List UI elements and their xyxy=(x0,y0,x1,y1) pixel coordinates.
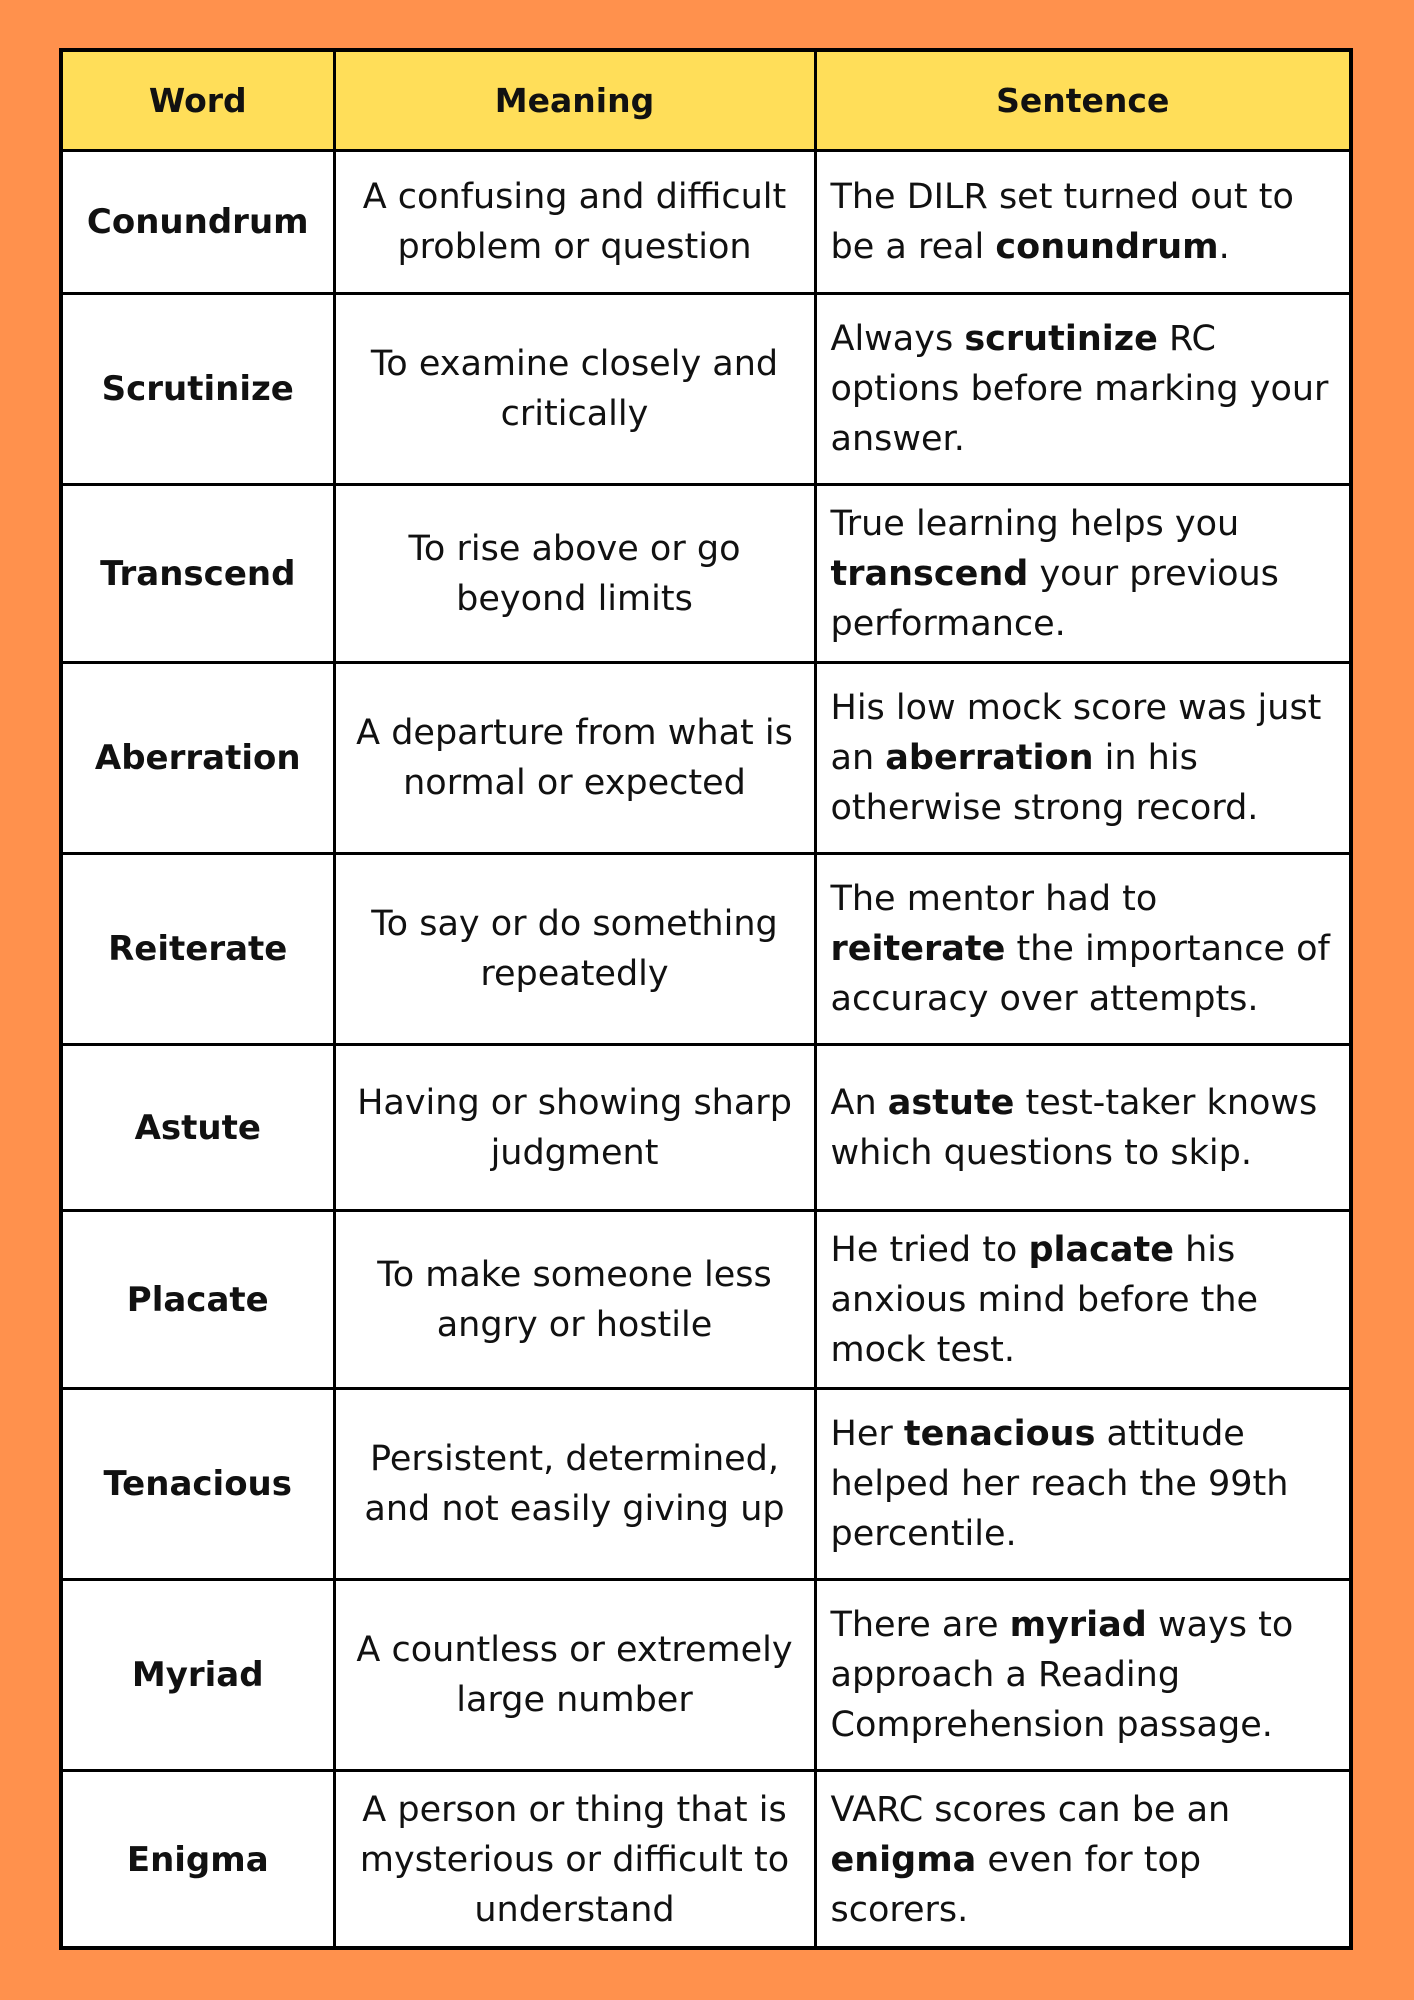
sentence-text: True learning helps you xyxy=(830,503,1240,544)
table-header-row xyxy=(63,52,1349,151)
vocabulary-table-frame xyxy=(59,48,1353,1950)
word-cell: Aberration xyxy=(63,663,334,854)
sentence-keyword: reiterate xyxy=(830,929,1006,969)
word-cell: Scrutinize xyxy=(63,294,334,485)
word-cell: Conundrum xyxy=(63,151,334,294)
sentence-cell xyxy=(815,485,1349,663)
sentence-text: He tried to xyxy=(830,1229,1029,1270)
sentence-text: VARC scores can be an xyxy=(830,1790,1231,1831)
sentence-text: in his otherwise strong record. xyxy=(830,738,1259,828)
table-row xyxy=(63,1045,1349,1211)
sentence-text: The DILR set turned out to be a real xyxy=(830,177,1294,267)
sentence-keyword: myriad xyxy=(1009,1605,1147,1645)
sentence-keyword: astute xyxy=(887,1082,1015,1123)
sentence-text: ways to approach a Reading Comprehension passage. xyxy=(830,1605,1294,1745)
sentence-text: even for top scorers. xyxy=(830,1840,1202,1931)
meaning-cell: Having or showing sharp judgment xyxy=(334,1045,815,1211)
sentence-keyword: tenacious xyxy=(903,1414,1096,1454)
sentence-cell xyxy=(815,663,1349,854)
word-cell: Tenacious xyxy=(63,1389,334,1580)
sentence-cell xyxy=(815,1389,1349,1580)
word-cell: Placate xyxy=(63,1211,334,1389)
sentence-text: attitude helped her reach the 99th percentile. xyxy=(830,1414,1289,1554)
sentence-cell xyxy=(815,1211,1349,1389)
table-row xyxy=(63,1771,1349,1949)
word-cell: Transcend xyxy=(63,485,334,663)
sentence-text: test-taker knows which questions to skip. xyxy=(830,1082,1318,1173)
meaning-cell: Persistent, determined, and not easily giving up xyxy=(334,1389,815,1580)
word-cell: Reiterate xyxy=(63,854,334,1045)
table-row xyxy=(63,1580,1349,1771)
sentence-keyword: transcend xyxy=(830,553,1029,594)
sentence-cell xyxy=(815,854,1349,1045)
header-meaning: Meaning xyxy=(334,52,815,151)
meaning-cell: A confusing and difficult problem or question xyxy=(334,151,815,294)
sentence-text: the importance of accuracy over attempts. xyxy=(830,929,1330,1019)
table-row xyxy=(63,1211,1349,1389)
word-cell: Enigma xyxy=(63,1771,334,1949)
sentence-cell xyxy=(815,1771,1349,1949)
header-word: Word xyxy=(63,52,334,151)
table-row xyxy=(63,663,1349,854)
table-row xyxy=(63,485,1349,663)
word-cell: Myriad xyxy=(63,1580,334,1771)
meaning-cell: To rise above or go beyond limits xyxy=(334,485,815,663)
table-row xyxy=(63,854,1349,1045)
sentence-text: An xyxy=(830,1082,888,1123)
sentence-text: There are xyxy=(830,1605,1010,1645)
sentence-keyword: aberration xyxy=(885,738,1094,778)
sentence-keyword: conundrum xyxy=(995,227,1219,267)
meaning-cell: A countless or extremely large number xyxy=(334,1580,815,1771)
sentence-text: his anxious mind before the mock test. xyxy=(830,1229,1259,1370)
vocabulary-table xyxy=(63,52,1349,1949)
sentence-cell xyxy=(815,1045,1349,1211)
sentence-cell xyxy=(815,294,1349,485)
sentence-text: Always xyxy=(830,319,965,359)
meaning-cell: A departure from what is normal or expected xyxy=(334,663,815,854)
sentence-keyword: placate xyxy=(1028,1229,1174,1270)
sentence-cell xyxy=(815,1580,1349,1771)
header-sentence: Sentence xyxy=(815,52,1349,151)
table-row xyxy=(63,151,1349,294)
table-row xyxy=(63,294,1349,485)
meaning-cell: A person or thing that is mysterious or difficult to understand xyxy=(334,1771,815,1949)
sentence-keyword: enigma xyxy=(830,1840,977,1881)
sentence-text: . xyxy=(1218,227,1230,267)
sentence-cell xyxy=(815,151,1349,294)
sentence-text: His low mock score was just an xyxy=(830,688,1322,778)
meaning-cell: To examine closely and critically xyxy=(334,294,815,485)
table-row xyxy=(63,1389,1349,1580)
sentence-text: RC options before marking your answer. xyxy=(830,319,1329,459)
sentence-keyword: scrutinize xyxy=(964,319,1158,359)
meaning-cell: To say or do something repeatedly xyxy=(334,854,815,1045)
sentence-text: your previous performance. xyxy=(830,553,1279,644)
sentence-text: The mentor had to xyxy=(830,879,1158,919)
sentence-text: Her xyxy=(830,1414,904,1454)
meaning-cell: To make someone less angry or hostile xyxy=(334,1211,815,1389)
word-cell: Astute xyxy=(63,1045,334,1211)
